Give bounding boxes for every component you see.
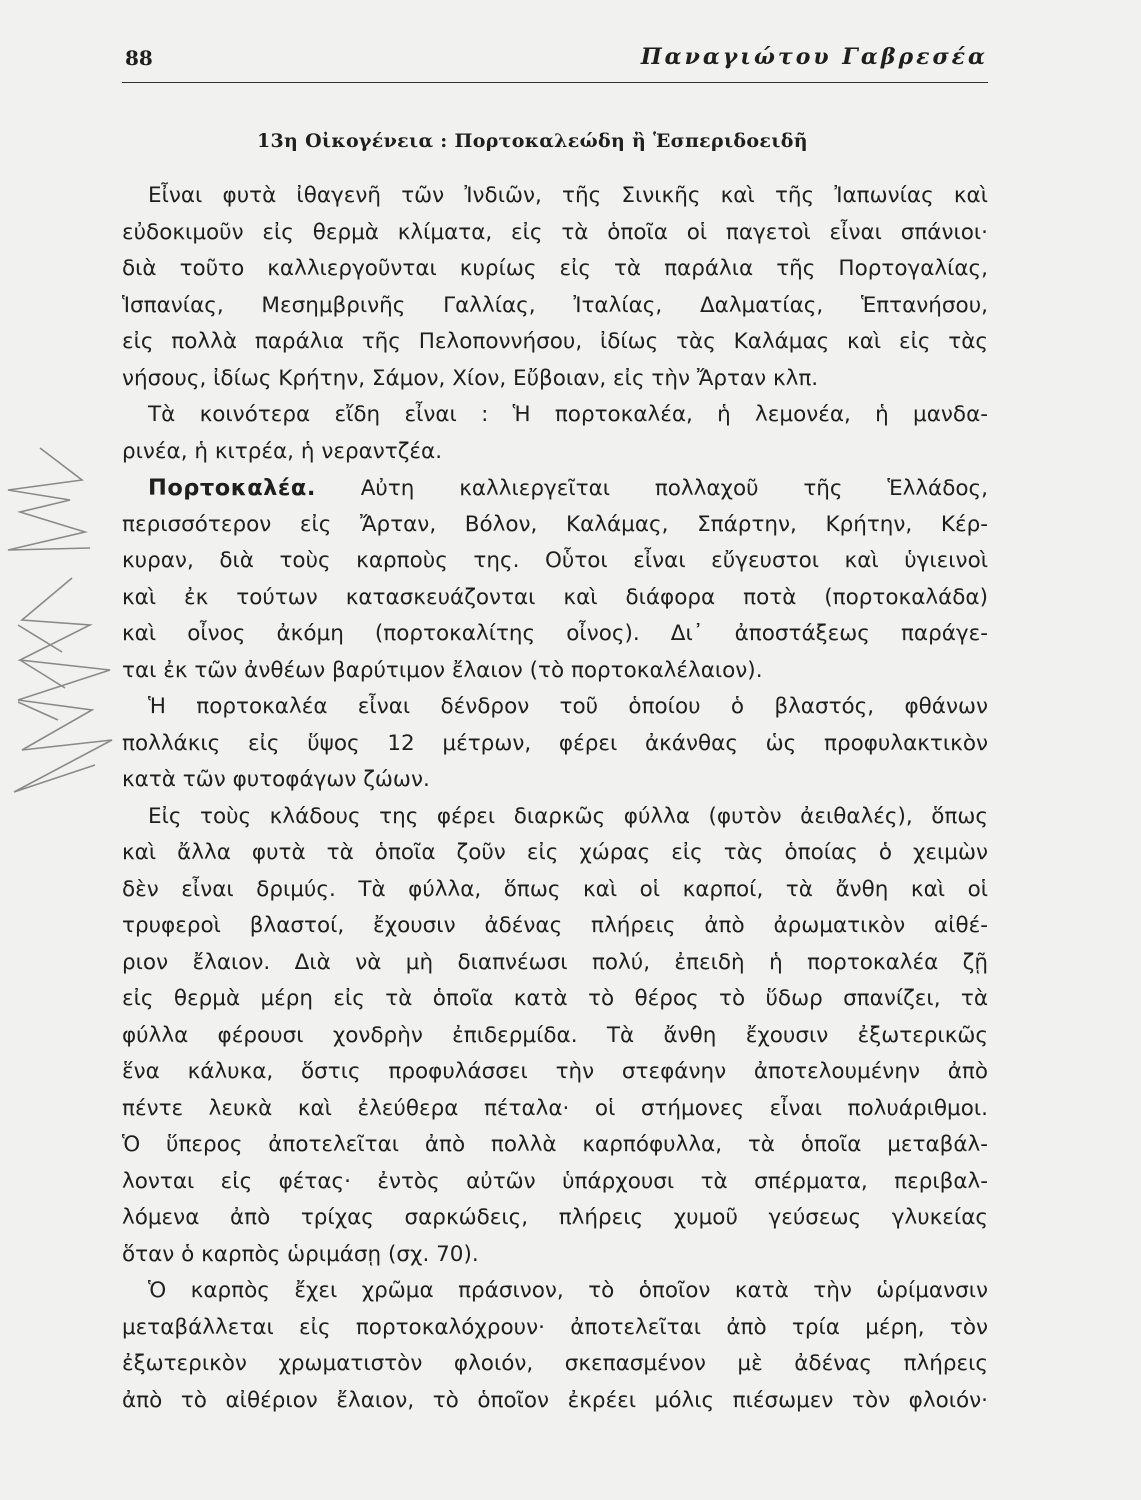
text-line: λόμενα ἀπὸ τρίχας σαρκώδεις, πλήρεις χυμοῦ γεύσεως γλυκείας xyxy=(122,1205,988,1230)
text-line: δὲν εἶναι δριμύς. Τὰ φύλλα, ὅπως καὶ οἱ καρποί, τὰ ἄνθη καὶ οἱ xyxy=(122,876,988,902)
running-title: Παναγιώτου Γαβρεσέα xyxy=(640,44,988,70)
text-line: ριον ἔλαιον. Διὰ νὰ μὴ διαπνέωσι πολύ, ἐπειδὴ ἡ πορτοκαλέα ζῇ xyxy=(122,949,988,975)
body-text xyxy=(122,178,988,1419)
text-line: εἰς πολλὰ παράλια τῆς Πελοποννήσου, ἰδίως τὰς Καλάμας καὶ εἰς τὰς xyxy=(122,329,988,354)
text-line: πέντε λευκὰ καὶ ἐλεύθερα πέταλα· οἱ στήμονες εἶναι πολυάριθμοι. xyxy=(122,1095,988,1121)
text-line: Ὁ καρπὸς ἔχει χρῶμα πράσινον, τὸ ὁποῖον κατὰ τὴν ὡρίμανσιν xyxy=(148,1278,988,1303)
text-line: καὶ ἄλλα φυτὰ τὰ ὁποῖα ζοῦν εἰς χώρας εἰς τὰς ὁποίας ὁ χειμὼν xyxy=(122,840,988,865)
text-line: ἐξωτερικὸν χρωματιστὸν φλοιόν, σκεπασμένον μὲ ἀδένας πλήρεις xyxy=(122,1351,988,1376)
text-line: νήσους, ἰδίως Κρήτην, Σάμον, Χίον, Εὔβοιαν, εἰς τὴν Ἄρταν κλπ. xyxy=(122,365,819,391)
text-line: εἰς θερμὰ μέρη εἰς τὰ ὁποῖα κατὰ τὸ θέρος τὸ ὕδωρ σπανίζει, τὰ xyxy=(122,986,988,1011)
section-heading: 13η Οἰκογένεια : Πορτοκαλεώδη ἢ Ἑσπεριδοειδῆ xyxy=(257,130,808,152)
text-line: Ἱσπανίας, Μεσημβρινῆς Γαλλίας, Ἰταλίας, Δαλματίας, Ἑπτανήσου, xyxy=(122,292,988,318)
page-header xyxy=(122,42,988,83)
text-line: λονται εἰς φέτας· ἐντὸς αὐτῶν ὑπάρχουσι τὰ σπέρματα, περιβαλ- xyxy=(122,1168,988,1194)
text-line: Ὁ ὕπερος ἀποτελεῖται ἀπὸ πολλὰ καρπόφυλλα, τὰ ὁποῖα μεταβάλ- xyxy=(122,1132,988,1157)
text-line: κατὰ τῶν φυτοφάγων ζώων. xyxy=(122,767,430,792)
text-line: ἀπὸ τὸ αἰθέριον ἔλαιον, τὸ ὁποῖον ἐκρέει μόλις πιέσωμεν τὸν φλοιόν· xyxy=(122,1387,988,1413)
text-line: ἕνα κάλυκα, ὅστις προφυλάσσει τὴν στεφάνην ἀποτελουμένην ἀπὸ xyxy=(122,1059,988,1084)
text-line: κυραν, διὰ τοὺς καρποὺς της. Οὗτοι εἶναι εὔγευστοι καὶ ὑγιεινοὶ xyxy=(122,548,988,573)
page-number: 88 xyxy=(125,46,153,70)
text-line-with-bold xyxy=(122,470,988,507)
text-line: περισσότερον εἰς Ἄρταν, Βόλον, Καλάμας, Σπάρτην, Κρήτην, Κέρ- xyxy=(122,511,988,537)
margin-pencil-doodle xyxy=(0,420,130,840)
text-line: εὐδοκιμοῦν εἰς θερμὰ κλίματα, εἰς τὰ ὁποῖα οἱ παγετοὶ εἶναι σπάνιοι· xyxy=(122,219,988,245)
bold-term: Πορτοκαλέα. xyxy=(148,475,316,501)
text-line: Τὰ κοινότερα εἴδη εἶναι : Ἡ πορτοκαλέα, ἡ λεμονέα, ἡ μανδα- xyxy=(148,402,988,427)
text-line: διὰ τοῦτο καλλιεργοῦνται κυρίως εἰς τὰ παράλια τῆς Πορτογαλίας, xyxy=(122,256,988,281)
text-line: Εἰς τοὺς κλάδους της φέρει διαρκῶς φύλλα (φυτὸν ἀειθαλές), ὅπως xyxy=(148,803,988,829)
text-line: ρινέα, ἡ κιτρέα, ἡ νεραντζέα. xyxy=(122,438,443,464)
text-line: ται ἐκ τῶν ἀνθέων βαρύτιμον ἔλαιον (τὸ πορτοκαλέλαιον). xyxy=(122,657,763,683)
text-line: Εἶναι φυτὰ ἰθαγενῆ τῶν Ἰνδιῶν, τῆς Σινικῆς καὶ τῆς Ἰαπωνίας καὶ xyxy=(148,183,988,208)
text-line: φύλλα φέρουσι χονδρὴν ἐπιδερμίδα. Τὰ ἄνθη ἔχουσιν ἐξωτερικῶς xyxy=(122,1022,988,1048)
text-line: ὅταν ὁ καρπὸς ὡριμάσῃ (σχ. 70). xyxy=(122,1241,479,1267)
text-line: τρυφεροὶ βλαστοί, ἔχουσιν ἀδένας πλήρεις ἀπὸ ἀρωματικὸν αἰθέ- xyxy=(122,913,988,938)
text-line: μεταβάλλεται εἰς πορτοκαλόχρουν· ἀποτελεῖται ἀπὸ τρία μέρη, τὸν xyxy=(122,1314,988,1340)
text-line: πολλάκις εἰς ὕψος 12 μέτρων, φέρει ἀκάνθας ὡς προφυλακτικὸν xyxy=(122,730,988,756)
text-line: καὶ οἶνος ἀκόμη (πορτοκαλίτης οἶνος). Δι᾽ ἀποστάξεως παράγε- xyxy=(122,621,988,646)
text-line-rest: Αὐτη καλλιεργεῖται πολλαχοῦ τῆς Ἑλλάδος, xyxy=(360,476,988,501)
text-line: καὶ ἐκ τούτων κατασκευάζονται καὶ διάφορα ποτὰ (πορτοκαλάδα) xyxy=(122,584,988,610)
text-line: Ἡ πορτοκαλέα εἶναι δένδρον τοῦ ὁποίου ὁ βλαστός, φθάνων xyxy=(148,694,988,719)
